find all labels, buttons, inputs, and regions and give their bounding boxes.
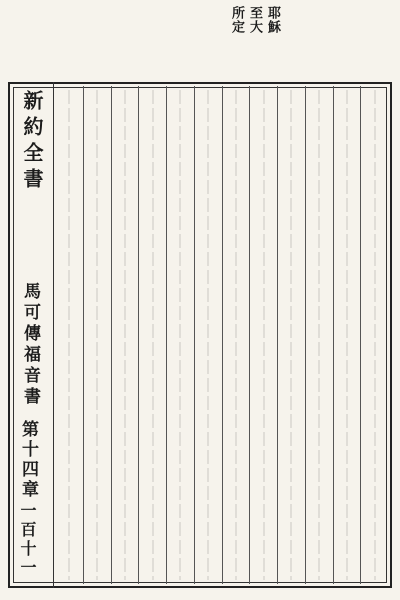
text-column-placeholder bbox=[263, 90, 265, 580]
text-column-placeholder bbox=[207, 90, 209, 580]
text-column bbox=[222, 86, 250, 584]
text-column-placeholder bbox=[179, 90, 181, 580]
header-note bbox=[180, 6, 280, 76]
text-column-placeholder bbox=[124, 90, 126, 580]
header-note-line: 至大 bbox=[247, 6, 262, 34]
text-column bbox=[166, 86, 194, 584]
text-column bbox=[249, 86, 277, 584]
text-column bbox=[360, 86, 388, 584]
text-column bbox=[194, 86, 222, 584]
text-columns bbox=[56, 86, 388, 584]
text-column-placeholder bbox=[235, 90, 237, 580]
text-column-placeholder bbox=[152, 90, 154, 580]
text-column-placeholder bbox=[346, 90, 348, 580]
header-note-line: 耶穌 bbox=[265, 6, 280, 34]
book-section: 馬可傳福音書 bbox=[20, 282, 40, 408]
text-column bbox=[138, 86, 166, 584]
text-column bbox=[56, 86, 83, 584]
margin-column bbox=[8, 82, 54, 588]
text-column bbox=[305, 86, 333, 584]
text-column-placeholder bbox=[68, 90, 70, 580]
text-column-placeholder bbox=[290, 90, 292, 580]
text-column bbox=[277, 86, 305, 584]
page-number: 一百十一 bbox=[18, 502, 37, 578]
text-column-placeholder bbox=[374, 90, 376, 580]
chapter-label: 第十四章 bbox=[18, 420, 38, 500]
text-column-placeholder bbox=[96, 90, 98, 580]
text-column bbox=[83, 86, 111, 584]
book-title: 新約全書 bbox=[20, 90, 44, 194]
header-note-line: 所定 bbox=[229, 6, 244, 34]
text-column bbox=[333, 86, 361, 584]
text-column bbox=[111, 86, 139, 584]
text-column-placeholder bbox=[318, 90, 320, 580]
